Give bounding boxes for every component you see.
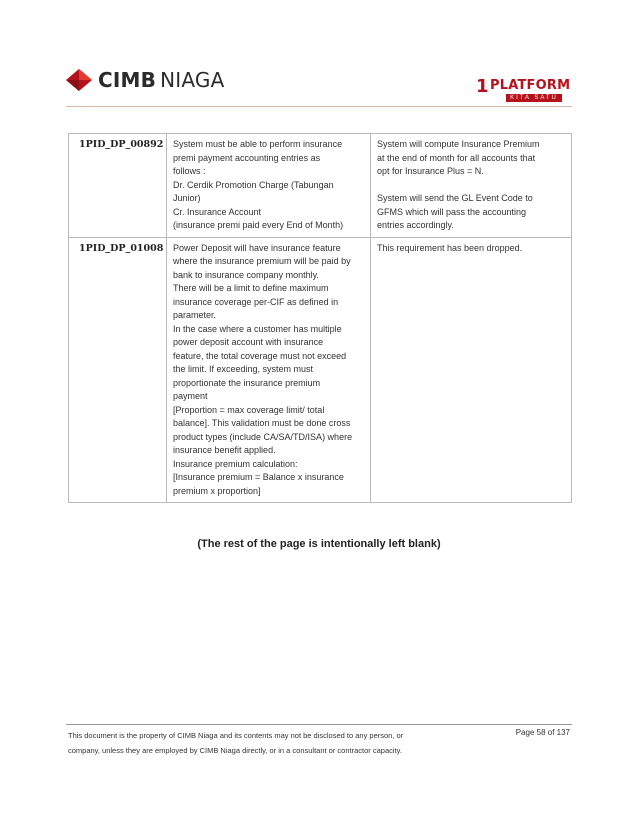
footer-divider [66,724,572,725]
description-line: [Insurance premium = Balance x insurance [173,472,344,482]
description-line: System must be able to perform insurance [173,139,343,149]
description-line: insurance benefit applied. [173,445,276,455]
response-line: GFMS which will pass the accounting [377,206,527,217]
requirement-id: 1PID_DP_00892 [69,134,167,238]
requirement-response [371,134,572,238]
response-line: at the end of month for all accounts that [377,152,536,163]
response-line: opt for Insurance Plus = N. [377,166,484,176]
requirements-table [68,133,572,503]
requirement-response [371,237,572,503]
response-line: System will send the GL Event Code to [377,193,533,203]
response-line: This requirement has been dropped. [377,242,523,253]
requirement-row [69,134,572,238]
description-line: the limit. If exceeding, system must [173,364,314,374]
description-line: Cr. Insurance Account [173,206,262,217]
description-line: Power Deposit will have insurance feature [173,242,341,253]
cimb-logo-mark-icon [66,69,92,91]
description-line: parameter. [173,310,217,320]
description-line: feature, the total coverage must not exceed [173,350,347,361]
logo-wordmark: CIMB NIAGA [98,68,225,92]
requirement-row [69,237,572,503]
description-line: power deposit account with insurance [173,337,324,347]
disclaimer-line: This document is the property of CIMB Niaga and its contents may not be disclosed to any person, or [68,731,404,740]
platform-number: 1 [476,76,489,97]
description-line: In the case where a customer has multiple [173,323,342,334]
description-line: bank to insurance company monthly. [173,269,319,280]
description-line: Insurance premium calculation: [173,458,298,469]
description-line: Dr. Cerdik Promotion Charge (Tabungan [173,179,334,190]
description-line: premium x proportion] [173,485,261,496]
page-number: Page 58 of 137 [515,728,570,737]
description-line: where the insurance premium will be paid by [173,256,351,266]
header-divider [66,106,572,107]
requirement-description [167,134,371,238]
description-line: product types (include CA/SA/TD/ISA) where [173,431,353,442]
platform-tagline: KITA SATU [506,94,562,102]
paragraph-gap [377,179,565,193]
cimb-niaga-logo [66,68,224,92]
response-line: entries accordingly. [377,220,454,230]
description-line: [Proportion = max coverage limit/ total [173,404,325,415]
description-line: Junior) [173,193,201,203]
disclaimer-line: company, unless they are employed by CIMB Niaga directly, or in a consultant or contractor capacity. [68,746,402,755]
one-platform-logo [476,76,571,104]
page-header [66,64,570,106]
description-line: There will be a limit to define maximum [173,283,329,293]
requirement-id: 1PID_DP_01008 [69,237,167,503]
description-line: proportionate the insurance premium [173,377,321,388]
description-line: payment [173,391,208,401]
description-line: (insurance premi paid every End of Month) [173,220,344,230]
description-line: follows : [173,166,206,176]
blank-page-note: (The rest of the page is intentionally left blank) [197,538,441,550]
response-line: System will compute Insurance Premium [377,139,540,149]
description-line: insurance coverage per-CIF as defined in [173,296,339,307]
requirement-description [167,237,371,503]
platform-word: PLATFORM [490,78,571,93]
description-line: balance]. This validation must be done cross [173,418,351,428]
description-line: premi payment accounting entries as [173,152,321,163]
footer-disclaimer [68,728,468,758]
